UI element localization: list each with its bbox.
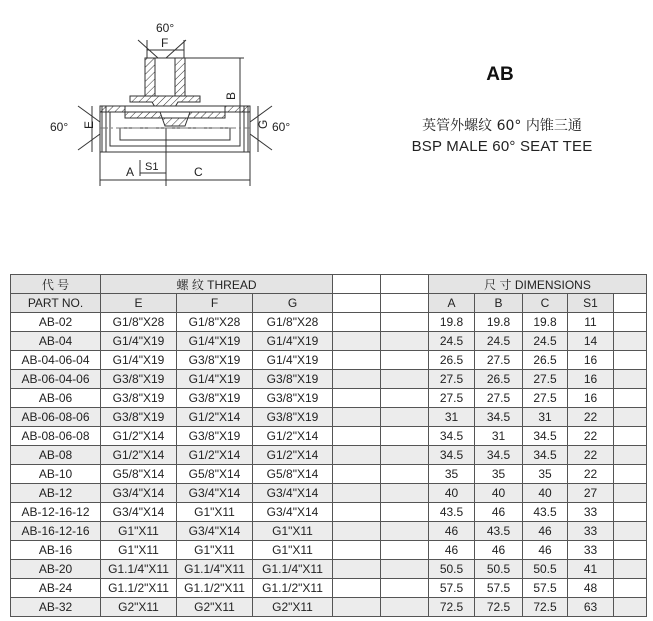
a-label: A: [126, 165, 135, 179]
cell-g: G1"X11: [253, 541, 333, 560]
cell-blank: [381, 484, 429, 503]
cell-b: 27.5: [475, 389, 523, 408]
cell-a: 46: [429, 541, 475, 560]
cell-f: G3/8"X19: [177, 389, 253, 408]
cell-a: 19.8: [429, 313, 475, 332]
spec-table: [10, 274, 647, 617]
table-header-row-1: [11, 275, 647, 294]
cell-a: 40: [429, 484, 475, 503]
cell-a: 43.5: [429, 503, 475, 522]
table-row: [11, 579, 647, 598]
cell-g: G1/2"X14: [253, 427, 333, 446]
cell-f: G1.1/4"X11: [177, 560, 253, 579]
cell-a: 24.5: [429, 332, 475, 351]
cell-g: G5/8"X14: [253, 465, 333, 484]
table-row: [11, 598, 647, 617]
cell-f: G3/8"X19: [177, 427, 253, 446]
cell-blank: [333, 522, 381, 541]
cell-blank: [614, 389, 647, 408]
s1-label: S1: [145, 161, 159, 173]
table-row: [11, 332, 647, 351]
cell-g: G1/8"X28: [253, 313, 333, 332]
cell-blank: [333, 446, 381, 465]
f-label: F: [161, 36, 169, 50]
cell-f: G1/2"X14: [177, 408, 253, 427]
cell-part: AB-04-06-04: [11, 351, 101, 370]
cell-c: 50.5: [523, 560, 568, 579]
product-name-cn: 英管外螺纹 60° 内锥三通: [422, 118, 582, 134]
header-s1: S1: [568, 294, 614, 313]
cell-part: AB-32: [11, 598, 101, 617]
cell-c: 46: [523, 522, 568, 541]
product-name-en: BSP MALE 60° SEAT TEE: [411, 138, 593, 155]
cell-b: 27.5: [475, 351, 523, 370]
angle-left-label: 60°: [50, 120, 69, 134]
cell-blank: [381, 332, 429, 351]
cell-part: AB-16: [11, 541, 101, 560]
cell-blank: [333, 351, 381, 370]
cell-b: 46: [475, 503, 523, 522]
cell-s1: 22: [568, 408, 614, 427]
header-blank: [333, 294, 381, 313]
header-blank: [381, 294, 429, 313]
cell-blank: [381, 351, 429, 370]
cell-s1: 22: [568, 446, 614, 465]
cell-b: 34.5: [475, 446, 523, 465]
header-part-no: PART NO.: [11, 294, 101, 313]
cell-part: AB-20: [11, 560, 101, 579]
cell-f: G1/4"X19: [177, 332, 253, 351]
cell-blank: [381, 522, 429, 541]
cell-e: G2"X11: [101, 598, 177, 617]
cell-e: G1/4"X19: [101, 351, 177, 370]
header-b: B: [475, 294, 523, 313]
cell-part: AB-06: [11, 389, 101, 408]
cell-g: G1.1/4"X11: [253, 560, 333, 579]
cell-a: 31: [429, 408, 475, 427]
cell-b: 31: [475, 427, 523, 446]
cell-g: G2"X11: [253, 598, 333, 617]
cell-s1: 14: [568, 332, 614, 351]
cell-blank: [333, 579, 381, 598]
cell-c: 57.5: [523, 579, 568, 598]
table-row: [11, 484, 647, 503]
cell-g: G1/4"X19: [253, 332, 333, 351]
cell-b: 24.5: [475, 332, 523, 351]
cell-blank: [614, 503, 647, 522]
cell-part: AB-10: [11, 465, 101, 484]
cell-b: 50.5: [475, 560, 523, 579]
cell-s1: 33: [568, 541, 614, 560]
cell-g: G3/4"X14: [253, 484, 333, 503]
cell-f: G3/4"X14: [177, 522, 253, 541]
table-row: [11, 446, 647, 465]
cell-g: G3/8"X19: [253, 389, 333, 408]
cell-blank: [614, 446, 647, 465]
cell-f: G5/8"X14: [177, 465, 253, 484]
tee-fitting-drawing: [0, 0, 330, 200]
cell-c: 43.5: [523, 503, 568, 522]
header-e: E: [101, 294, 177, 313]
table-row: [11, 541, 647, 560]
cell-b: 72.5: [475, 598, 523, 617]
cell-blank: [614, 465, 647, 484]
cell-blank: [614, 598, 647, 617]
cell-c: 31: [523, 408, 568, 427]
cell-e: G1/8"X28: [101, 313, 177, 332]
cell-c: 19.8: [523, 313, 568, 332]
cell-g: G3/4"X14: [253, 503, 333, 522]
cell-a: 27.5: [429, 389, 475, 408]
header-c: C: [523, 294, 568, 313]
cell-blank: [333, 313, 381, 332]
cell-f: G3/8"X19: [177, 351, 253, 370]
cell-c: 27.5: [523, 389, 568, 408]
cell-s1: 27: [568, 484, 614, 503]
cell-part: AB-04: [11, 332, 101, 351]
cell-blank: [333, 370, 381, 389]
cell-g: G3/8"X19: [253, 370, 333, 389]
cell-f: G3/4"X14: [177, 484, 253, 503]
cell-e: G3/8"X19: [101, 389, 177, 408]
cell-blank: [614, 408, 647, 427]
cell-blank: [381, 541, 429, 560]
header-thread: 螺 纹 THREAD: [101, 275, 333, 294]
cell-part: AB-12-16-12: [11, 503, 101, 522]
cell-f: G1"X11: [177, 541, 253, 560]
cell-blank: [333, 484, 381, 503]
cell-c: 34.5: [523, 427, 568, 446]
cell-part: AB-24: [11, 579, 101, 598]
cell-e: G1"X11: [101, 541, 177, 560]
cell-c: 72.5: [523, 598, 568, 617]
cell-s1: 11: [568, 313, 614, 332]
cell-blank: [333, 389, 381, 408]
cell-g: G1/2"X14: [253, 446, 333, 465]
cell-blank: [614, 332, 647, 351]
cell-blank: [333, 465, 381, 484]
cell-e: G3/8"X19: [101, 370, 177, 389]
cell-s1: 41: [568, 560, 614, 579]
header-code: 代 号: [11, 275, 101, 294]
cell-c: 27.5: [523, 370, 568, 389]
cell-blank: [614, 370, 647, 389]
table-row: [11, 503, 647, 522]
cell-blank: [381, 579, 429, 598]
cell-part: AB-12: [11, 484, 101, 503]
cell-e: G3/4"X14: [101, 503, 177, 522]
table-row: [11, 560, 647, 579]
cell-blank: [333, 541, 381, 560]
cell-e: G1"X11: [101, 522, 177, 541]
table-row: [11, 351, 647, 370]
cell-blank: [614, 522, 647, 541]
cell-b: 43.5: [475, 522, 523, 541]
header-blank: [333, 275, 381, 294]
cell-blank: [614, 313, 647, 332]
cell-f: G1/2"X14: [177, 446, 253, 465]
cell-blank: [381, 503, 429, 522]
cell-b: 46: [475, 541, 523, 560]
cell-blank: [614, 351, 647, 370]
cell-g: G1/4"X19: [253, 351, 333, 370]
cell-f: G1/8"X28: [177, 313, 253, 332]
header-f: F: [177, 294, 253, 313]
angle-right-label: 60°: [272, 120, 291, 134]
cell-b: 34.5: [475, 408, 523, 427]
cell-c: 35: [523, 465, 568, 484]
cell-e: G1/4"X19: [101, 332, 177, 351]
cell-part: AB-16-12-16: [11, 522, 101, 541]
cell-part: AB-06-08-06: [11, 408, 101, 427]
cell-e: G3/8"X19: [101, 408, 177, 427]
cell-blank: [381, 465, 429, 484]
table-row: [11, 389, 647, 408]
cell-a: 72.5: [429, 598, 475, 617]
cell-blank: [614, 427, 647, 446]
cell-s1: 16: [568, 389, 614, 408]
header-a: A: [429, 294, 475, 313]
cell-e: G1.1/4"X11: [101, 560, 177, 579]
cell-blank: [614, 541, 647, 560]
cell-blank: [381, 560, 429, 579]
cell-part: AB-08-06-08: [11, 427, 101, 446]
cell-blank: [614, 579, 647, 598]
cell-g: G1.1/2"X11: [253, 579, 333, 598]
table-row: [11, 522, 647, 541]
cell-blank: [614, 484, 647, 503]
cell-f: G2"X11: [177, 598, 253, 617]
cell-blank: [333, 560, 381, 579]
cell-b: 35: [475, 465, 523, 484]
product-code: AB: [486, 64, 514, 85]
cell-g: G1"X11: [253, 522, 333, 541]
cell-s1: 48: [568, 579, 614, 598]
cell-blank: [614, 560, 647, 579]
cell-a: 26.5: [429, 351, 475, 370]
cell-blank: [381, 427, 429, 446]
cell-blank: [381, 313, 429, 332]
e-label: E: [82, 120, 96, 129]
b-label: B: [224, 91, 238, 100]
cell-a: 34.5: [429, 446, 475, 465]
cell-e: G1.1/2"X11: [101, 579, 177, 598]
cell-b: 26.5: [475, 370, 523, 389]
cell-s1: 33: [568, 503, 614, 522]
cell-part: AB-08: [11, 446, 101, 465]
cell-f: G1/4"X19: [177, 370, 253, 389]
c-label: C: [194, 165, 203, 179]
header-g: G: [253, 294, 333, 313]
cell-b: 40: [475, 484, 523, 503]
table-row: [11, 408, 647, 427]
table-row: [11, 465, 647, 484]
table-header-row-2: [11, 294, 647, 313]
cell-c: 34.5: [523, 446, 568, 465]
header-blank: [614, 294, 647, 313]
cell-f: G1.1/2"X11: [177, 579, 253, 598]
cell-blank: [381, 446, 429, 465]
cell-g: G3/8"X19: [253, 408, 333, 427]
cell-a: 57.5: [429, 579, 475, 598]
cell-a: 34.5: [429, 427, 475, 446]
cell-blank: [333, 408, 381, 427]
table-row: [11, 313, 647, 332]
cell-blank: [333, 503, 381, 522]
cell-part: AB-06-04-06: [11, 370, 101, 389]
cell-blank: [333, 332, 381, 351]
cell-s1: 33: [568, 522, 614, 541]
cell-blank: [381, 370, 429, 389]
cell-a: 46: [429, 522, 475, 541]
cell-part: AB-02: [11, 313, 101, 332]
cell-e: G5/8"X14: [101, 465, 177, 484]
table-row: [11, 427, 647, 446]
cell-blank: [333, 427, 381, 446]
cell-blank: [333, 598, 381, 617]
cell-s1: 22: [568, 465, 614, 484]
cell-f: G1"X11: [177, 503, 253, 522]
cell-blank: [381, 598, 429, 617]
cell-b: 57.5: [475, 579, 523, 598]
cell-s1: 16: [568, 370, 614, 389]
cell-e: G3/4"X14: [101, 484, 177, 503]
table-row: [11, 370, 647, 389]
cell-a: 50.5: [429, 560, 475, 579]
angle-top-label: 60°: [156, 21, 175, 35]
cell-c: 26.5: [523, 351, 568, 370]
cell-e: G1/2"X14: [101, 446, 177, 465]
cell-c: 46: [523, 541, 568, 560]
cell-blank: [381, 389, 429, 408]
cell-e: G1/2"X14: [101, 427, 177, 446]
cell-a: 27.5: [429, 370, 475, 389]
cell-s1: 63: [568, 598, 614, 617]
g-label: G: [256, 119, 270, 129]
cell-blank: [381, 408, 429, 427]
cell-c: 24.5: [523, 332, 568, 351]
cell-s1: 22: [568, 427, 614, 446]
header-blank: [381, 275, 429, 294]
cell-s1: 16: [568, 351, 614, 370]
cell-b: 19.8: [475, 313, 523, 332]
cell-a: 35: [429, 465, 475, 484]
cell-c: 40: [523, 484, 568, 503]
header-dimensions: 尺 寸 DIMENSIONS: [429, 275, 647, 294]
